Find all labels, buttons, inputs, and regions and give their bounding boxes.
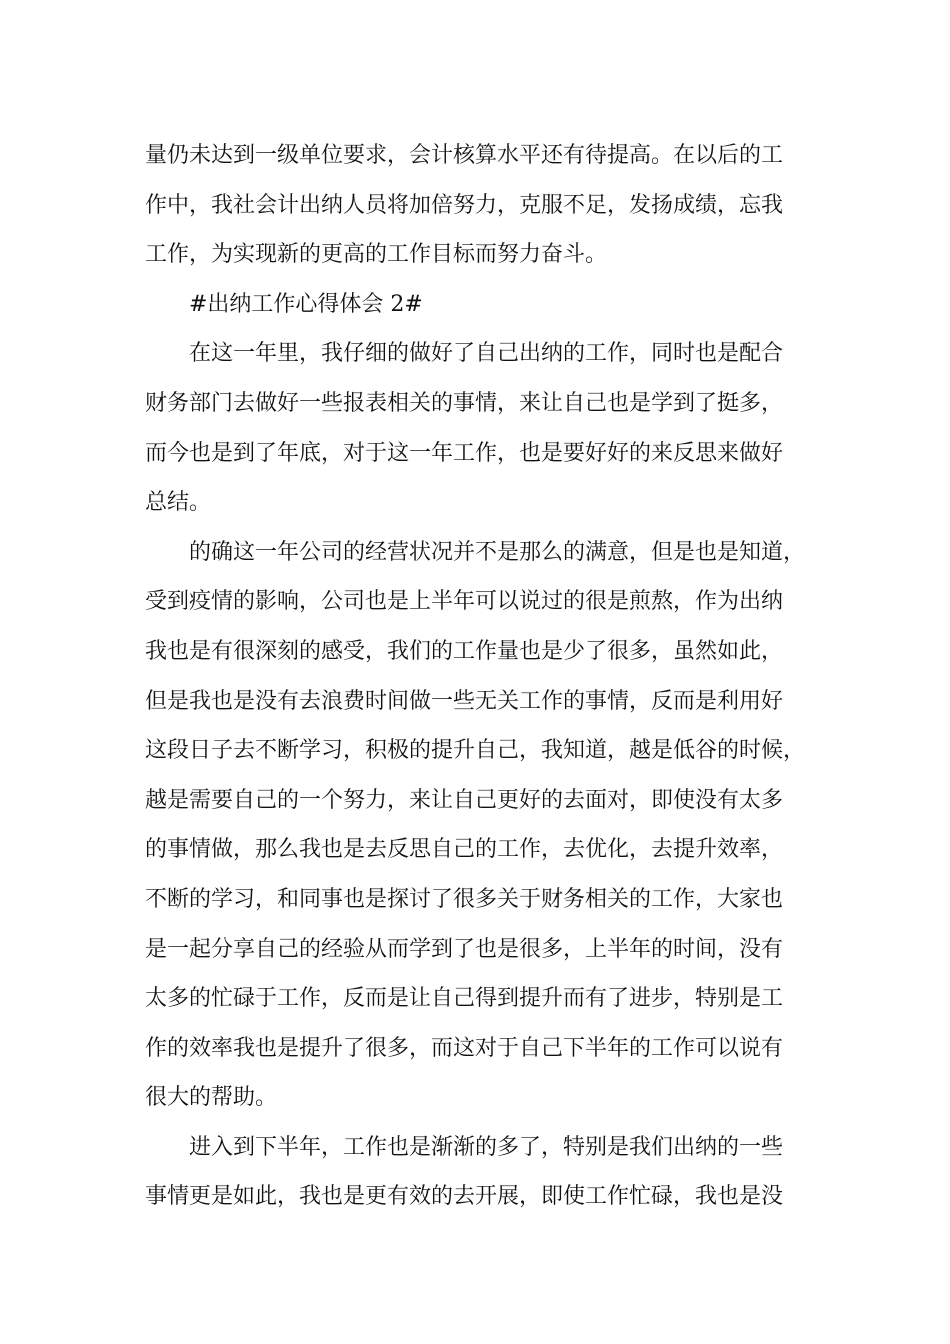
text-line: 受到疫情的影响，公司也是上半年可以说过的很是煎熬，作为出纳 (145, 589, 784, 615)
paragraph-3 (145, 528, 815, 1123)
text-line: 作中，我社会计出纳人员将加倍努力，克服不足，发扬成绩，忘我 (145, 192, 784, 218)
paragraph-4 (145, 1123, 815, 1222)
text-line: 是一起分享自己的经验从而学到了也是很多，上半年的时间，没有 (145, 936, 784, 962)
text-line: 工作，为实现新的更高的工作目标而努力奋斗。 (145, 242, 608, 268)
text-line: 作的效率我也是提升了很多，而这对于自己下半年的工作可以说有 (145, 1035, 784, 1061)
text-line: 我也是有很深刻的感受，我们的工作量也是少了很多，虽然如此， (145, 638, 784, 664)
heading-line: #出纳工作心得体会 2# (189, 291, 423, 317)
text-line: 量仍未达到一级单位要求，会计核算水平还有待提高。在以后的工 (145, 143, 784, 168)
text-line: 太多的忙碌于工作，反而是让自己得到提升而有了进步，特别是工 (145, 986, 784, 1012)
text-line: 这段日子去不断学习，积极的提升自己，我知道，越是低谷的时候， (145, 738, 806, 764)
text-line: 的事情做，那么我也是去反思自己的工作，去优化，去提升效率， (145, 837, 784, 863)
paragraph-1 (145, 131, 815, 280)
text-line: 进入到下半年，工作也是渐渐的多了，特别是我们出纳的一些 (189, 1134, 784, 1160)
text-line: 很大的帮助。 (145, 1085, 278, 1111)
text-line: 而今也是到了年底，对于这一年工作，也是要好好的来反思来做好 (145, 440, 784, 466)
text-line: 但是我也是没有去浪费时间做一些无关工作的事情，反而是利用好 (145, 688, 784, 714)
text-line: 总结。 (145, 490, 212, 516)
document-body (145, 131, 815, 1222)
text-line: 在这一年里，我仔细的做好了自己出纳的工作，同时也是配合 (189, 341, 784, 367)
section-heading (145, 280, 815, 330)
text-line: 不断的学习，和同事也是探讨了很多关于财务相关的工作，大家也 (145, 886, 784, 912)
text-line: 的确这一年公司的经营状况并不是那么的满意，但是也是知道， (189, 539, 806, 565)
text-line: 事情更是如此，我也是更有效的去开展，即使工作忙碌，我也是没 (145, 1184, 784, 1210)
text-line: 越是需要自己的一个努力，来让自己更好的去面对，即使没有太多 (145, 787, 784, 813)
paragraph-2 (145, 329, 815, 527)
text-line: 财务部门去做好一些报表相关的事情，来让自己也是学到了挺多， (145, 390, 784, 416)
